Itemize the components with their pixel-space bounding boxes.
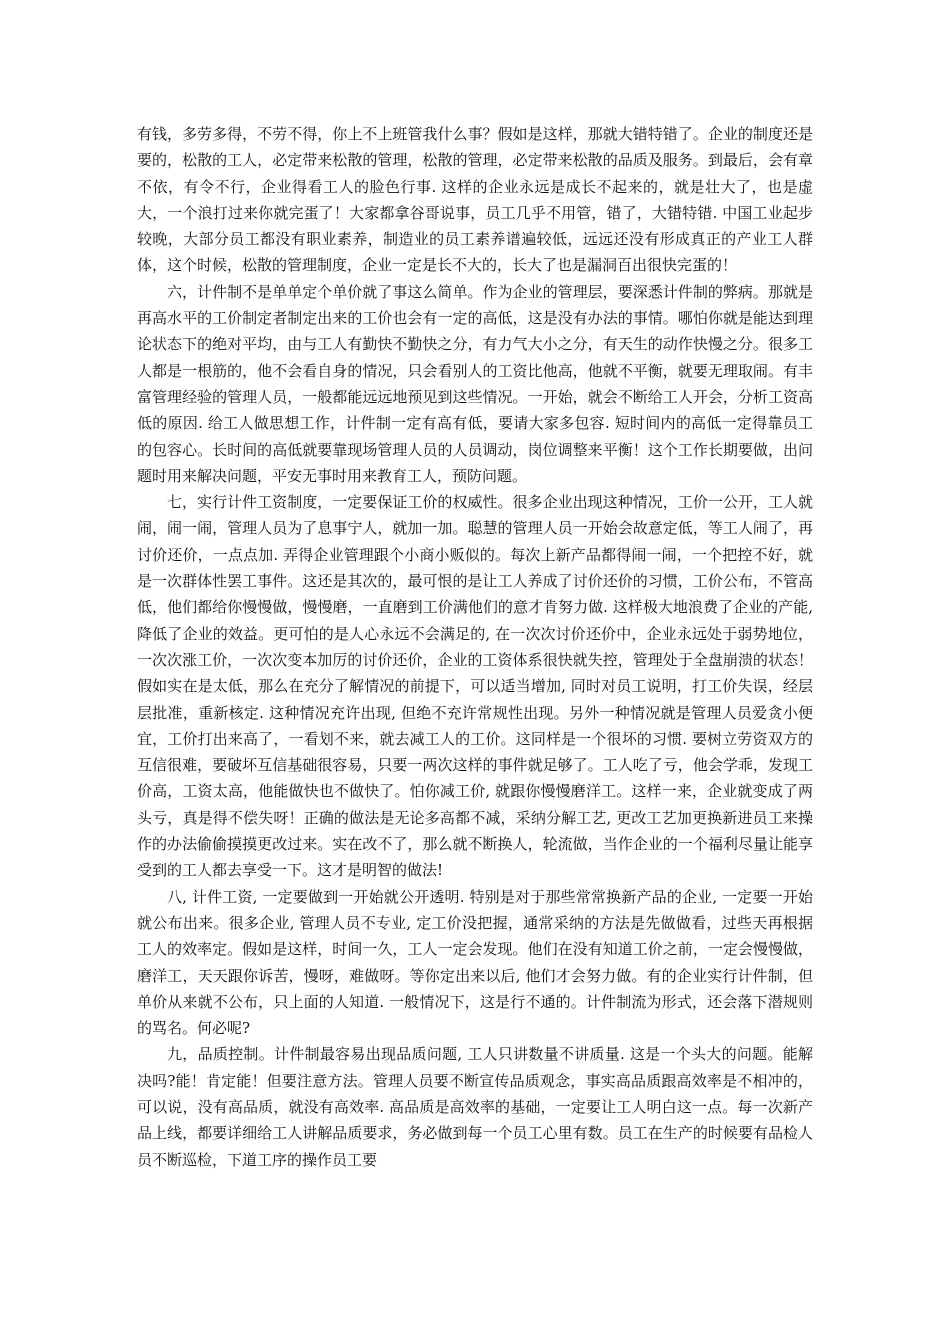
paragraph-5: 九，品质控制。计件制最容易出现品质问题, 工人只讲数量不讲质量. 这是一个头大的问题。能解决吗?能！肯定能！但要注意方法。管理人员要不断宣传品质观念，事实高品质跟高效率是不相冲的，可以说，没有高品质，就没有高效率. 高品质是高效率的基础，一定要让工人明白这一点。每一次新产品上线，都要详细给工人讲解品质要求，务必做到每一个员工心里有数。员工在生产的时候要有品检人员不断巡检，下道工序的操作员工要 bbox=[137, 1045, 813, 1169]
document-page bbox=[137, 121, 813, 1173]
paragraph-4: 八, 计件工资, 一定要做到一开始就公开透明. 特别是对于那些常常换新产品的企业, 一定要一开始就公布出来。很多企业, 管理人员不专业, 定工价没把握，通常采纳的方法是先做做看，过些天再根据工人的效率定。假如是这样，时间一久，工人一定会发现。他们在没有知道工价之前，一定会慢慢做，磨洋工，天天跟你诉苦，慢呀，难做呀。等你定出来以后, 他们才会努力做。有的企业实行计件制，但单价从来就不公布，只上面的人知道. 一般情况下，这是行不通的。计件制流为形式，还会落下潜规则的骂名。何必呢? bbox=[137, 887, 813, 1038]
paragraph-3: 七，实行计件工资制度，一定要保证工价的权威性。很多企业出现这种情况，工价一公开，工人就闹，闹一闹，管理人员为了息事宁人，就加一加。聪慧的管理人员一开始会故意定低，等工人闹了，再讨价还价，一点点加. 弄得企业管理跟个小商小贩似的。每次上新产品都得闹一闹，一个把控不好，就是一次群体性罢工事件。这还是其次的，最可恨的是让工人养成了讨价还价的习惯，工价公布，不管高低，他们都给你慢慢做，慢慢磨，一直磨到工价满他们的意才肯努力做. 这样极大地浪费了企业的产能, 降低了企业的效益。更可怕的是人心永远不会满足的, 在一次次讨价还价中，企业永远处于弱势地位，一次次涨工价，一次次变本加厉的讨价还价，企业的工资体系很快就失控，管理处于全盘崩溃的状态！假如实在是太低，那么在充分了解情况的前提下，可以适当增加, 同时对员工说明，打工价失误，经层层批准，重新核定. 这种情况充许出现, 但绝不充许常规性出现。另外一种情况就是管理人员爱贪小便宜，工价打出来高了，一看划不来，就去减工人的工价。这同样是一个很坏的习惯. 要树立劳资双方的互信很难，要破坏互信基础很容易，只要一两次这样的事件就足够了。工人吃了亏，他会学乖，发现工价高，工资太高，他能做快也不做快了。怕你减工价, 就跟你慢慢磨洋工。这样一来，企业就变成了两头亏，真是得不偿失呀！正确的做法是无论多高都不减，采纳分解工艺, 更改工艺加更换新进员工来操作的办法偷偷摸摸更改过来。实在改不了，那么就不断换人，轮流做，当作企业的一个福利尽量让能享受到的工人都去享受一下。这才是明智的做法! bbox=[137, 493, 813, 880]
paragraph-2: 六，计件制不是单单定个单价就了事这么简单。作为企业的管理层，要深悉计件制的弊病。那就是再高水平的工价制定者制定出来的工价也会有一定的高低，这是没有办法的事情。哪怕你就是能达到理论状态下的绝对平均，由与工人有勤快不勤快之分，有力气大小之分，有天生的动作快慢之分。很多工人都是一根筋的，他不会看自身的情况，只会看别人的工资比他高，他就不平衡，就要无理取闹。有丰富管理经验的管理人员，一般都能远远地预见到这些情况。一开始，就会不断给工人开会，分析工资高低的原因. 给工人做思想工作，计件制一定有高有低，要请大家多包容. 短时间内的高低一定得靠员工的包容心。长时间的高低就要靠现场管理人员的人员调动，岗位调整来平衡！这个工作长期要做，出问题时用来解决问题，平安无事时用来教育工人，预防问题。 bbox=[137, 282, 813, 485]
paragraph-1: 有钱，多劳多得，不劳不得，你上不上班管我什么事？假如是这样，那就大错特错了。企业的制度还是要的，松散的工人，必定带来松散的管理，松散的管理，必定带来松散的品质及服务。到最后，会有章不依，有令不行，企业得看工人的脸色行事. 这样的企业永远是成长不起来的，就是壮大了，也是虚大，一个浪打过来你就完蛋了！大家都拿谷哥说事，员工几乎不用管，错了，大错特错. 中国工业起步较晚，大部分员工都没有职业素养，制造业的员工素养谱遍较低，远远还没有形成真正的产业工人群体，这个时候，松散的管理制度，企业一定是长不大的，长大了也是漏洞百出很快完蛋的！ bbox=[137, 125, 813, 275]
